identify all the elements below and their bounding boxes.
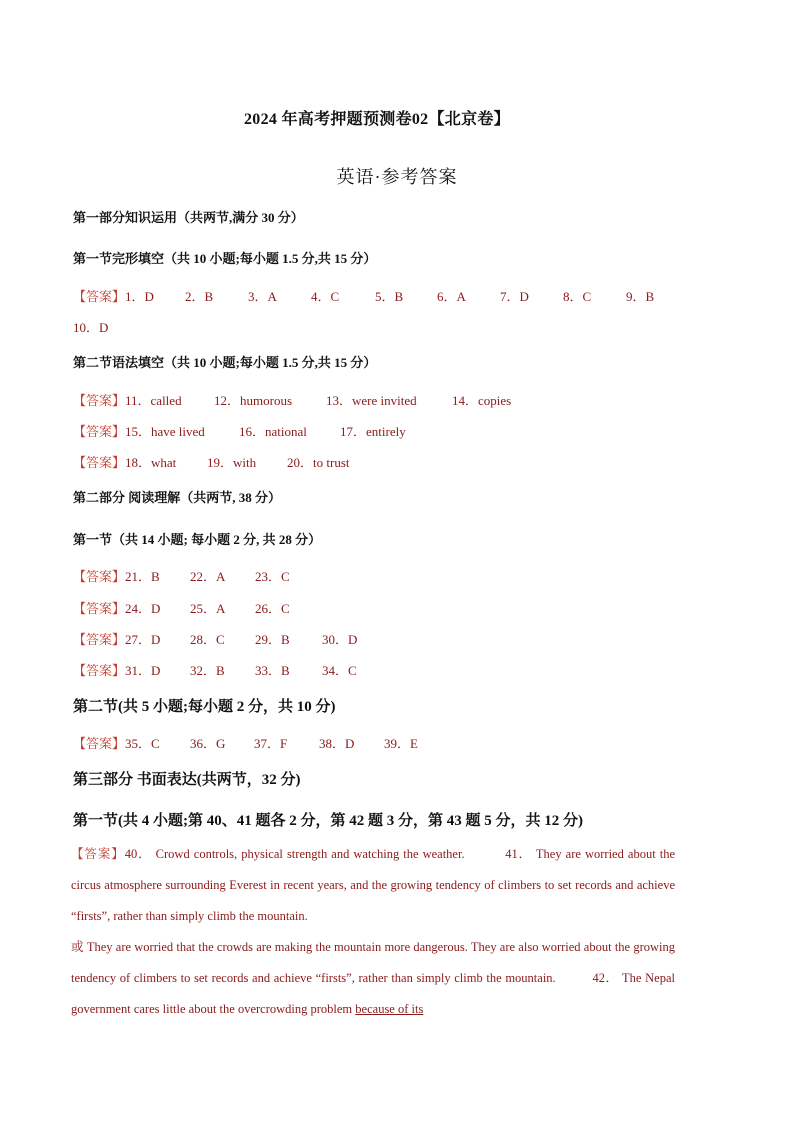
part2-answers-row3 [73,629,357,648]
answer-41-alternative: 或 They are worried that the crowds are making the mountain more dangerous. They are also worried about the growing tendency of climbers to set records and achieve “firsts”, rather than simply climb the mountain. [71,940,675,985]
answer-item: 20．to trust [287,455,350,470]
answer-item: 31．D [125,663,161,678]
answer-tag: 【答案】 [73,289,126,304]
answer-item: 25．A [190,601,226,616]
answer-item: 4．C [311,289,340,304]
answer-item: 39．E [384,736,418,751]
answer-item: 27．D [125,632,161,647]
part1-section2-answers-row3 [73,452,350,471]
answer-item: 21．B [125,569,160,584]
part1-heading: 第一部分知识运用（共两节,满分 30 分） [73,210,304,225]
answer-41: 41． They are worried about the circus atmosphere surrounding Everest in recent years, and the growing tendency of climbers to set records and achieve “firsts”, rather than simply climb the mountain. [71,847,676,923]
answer-item: 23．C [255,569,290,584]
part1-section2-answers-row2 [73,421,406,440]
part1-section1-answers-row2: 10．D [73,320,109,335]
part2-answers-row4 [73,660,357,679]
answer-tag: 【答案】 [73,736,126,751]
answer-42: 42． The Nepal government cares little about the overcrowding problem [71,971,676,1016]
part3-section1-heading: 第一节(共 4 小题;第 40、41 题各 2 分，第 42 题 3 分，第 43 题 5 分，共 12 分) [73,813,583,829]
answer-item: 18．what [125,455,177,470]
answer-item: 33．B [255,663,290,678]
answer-item: 15．have lived [125,424,205,439]
answer-tag: 【答案】 [73,601,126,616]
answer-item: 9．B [626,289,655,304]
answer-item: 6．A [437,289,466,304]
answer-item: 30．D [322,632,358,647]
answer-item: 32．B [190,663,225,678]
answer-42-underlined: because of its [355,1002,424,1016]
answer-item: 29．B [255,632,290,647]
part2-section2-heading: 第二节(共 5 小题;每小题 2 分，共 10 分) [73,699,336,715]
answer-item: 11．called [125,393,182,408]
part2-answers-row5 [73,733,418,752]
answer-tag: 【答案】 [73,569,126,584]
answer-item: 38．D [319,736,355,751]
answer-item: 26．C [255,601,290,616]
answer-tag: 【答案】 [71,847,125,861]
part2-answers-row2 [73,598,290,617]
answer-item: 35．C [125,736,160,751]
answer-item: 13．were invited [326,393,417,408]
part1-section2-heading: 第二节语法填空（共 10 小题;每小题 1.5 分,共 15 分） [73,355,377,370]
answer-item: 5．B [375,289,404,304]
answer-item: 7．D [500,289,529,304]
answer-tag: 【答案】 [73,632,126,647]
part2-heading: 第二部分 阅读理解（共两节, 38 分） [73,490,282,505]
answer-item: 14．copies [452,393,512,408]
part1-section1-heading: 第一节完形填空（共 10 小题;每小题 1.5 分,共 15 分） [73,251,377,266]
answer-item: 34．C [322,663,357,678]
part1-section1-answers-row1 [73,286,654,305]
answer-item: 17．entirely [340,424,406,439]
answer-tag: 【答案】 [73,424,126,439]
document-title: 2024 年高考押题预测卷02【北京卷】 [243,111,510,128]
part2-section1-heading: 第一节（共 14 小题; 每小题 2 分, 共 28 分） [73,532,322,547]
answer-item: 37．F [254,736,288,751]
answer-item: 36．G [190,736,226,751]
part3-answers-paragraph [71,839,675,1025]
answer-item: 19．with [207,455,257,470]
part2-answers-row1 [73,566,290,585]
answer-tag: 【答案】 [73,455,126,470]
answer-item: 12．humorous [214,393,293,408]
answer-item: 16．national [239,424,307,439]
answer-tag: 【答案】 [73,393,126,408]
answer-item: 24．D [125,601,161,616]
answer-item: 28．C [190,632,225,647]
answer-item: 1．D [125,289,154,304]
answer-item: 22．A [190,569,226,584]
answer-item: 8．C [563,289,592,304]
answer-40: 40． Crowd controls, physical strength and watching the weather. [124,847,465,861]
answer-item: 3．A [248,289,277,304]
part1-section2-answers-row1 [73,390,511,409]
part3-heading: 第三部分 书面表达(共两节，32 分) [73,772,301,788]
answer-tag: 【答案】 [73,663,126,678]
document-subtitle: 英语·参考答案 [336,167,458,187]
answer-item: 2．B [185,289,214,304]
